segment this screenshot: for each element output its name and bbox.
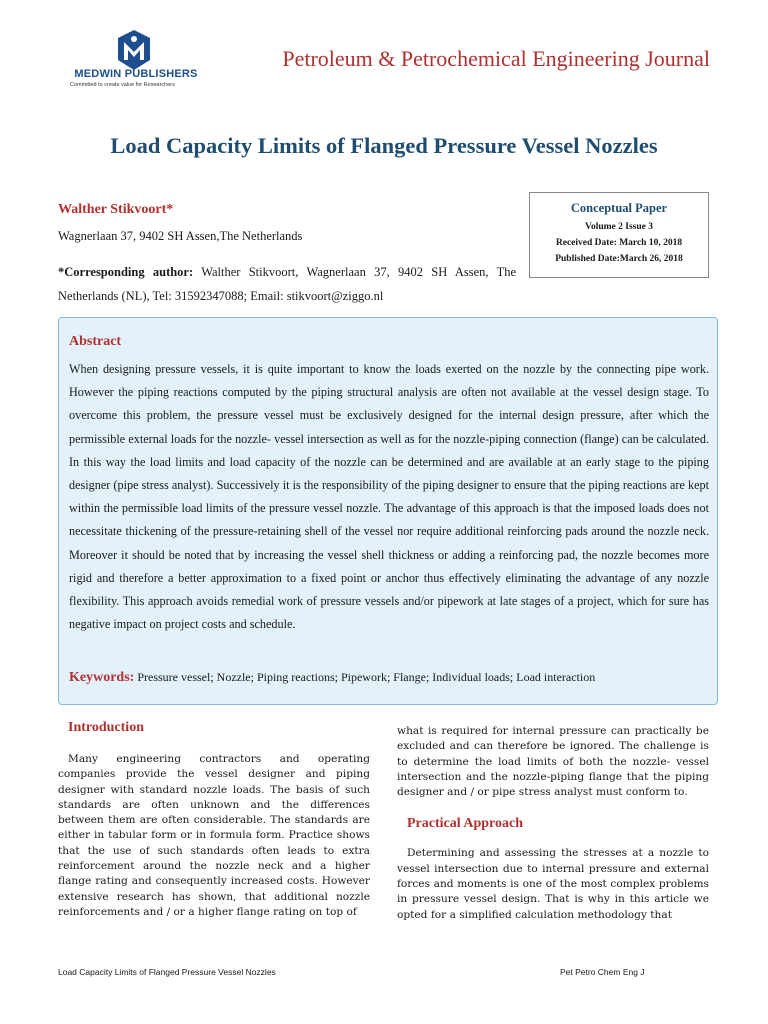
author-address: Wagnerlaan 37, 9402 SH Assen,The Netherlands (58, 229, 303, 243)
paper-type: Conceptual Paper (570, 201, 668, 215)
practical-approach-heading: Practical Approach (407, 816, 524, 832)
published-date: Published Date:March 26, 2018 (555, 254, 683, 264)
right-column (397, 724, 709, 923)
introduction-heading: Introduction (68, 720, 144, 735)
corresponding-author (58, 260, 516, 308)
keywords-label: Keywords: (69, 670, 135, 685)
publisher-logo (66, 30, 206, 92)
volume-issue: Volume 2 Issue 3 (584, 222, 653, 232)
corresponding-text: Walther Stikvoort, Wagnerlaan 37, 9402 SH Assen, The Netherlands (NL), Tel: 31592347088; Email: stikvoort@ziggo.nl (58, 265, 516, 303)
left-column (58, 720, 370, 920)
medwin-logo-icon (116, 30, 152, 70)
corresponding-label: *Corresponding author: (58, 265, 194, 279)
article-info-box (529, 192, 709, 278)
keywords (69, 670, 595, 686)
author-name: Walther Stikvoort* (58, 202, 174, 217)
keywords-list: Pressure vessel; Nozzle; Piping reactions; Pipework; Flange; Individual loads; Load interaction (134, 670, 596, 684)
practical-approach-paragraph: Determining and assessing the stresses at a nozzle to vessel intersection due to internal pressure and external forces and moments is one of the most complex problems in pressure vessel design. That is why in this article we opted for a simplified calculation methodology that (397, 847, 709, 921)
abstract-text: When designing pressure vessels, it is quite important to know the loads exerted on the nozzle by the connecting pipe work. However the piping reactions computed by the piping structural analysis are often not available at the vessel design stage. To overcome this problem, the pressure vessel must be exclusively designed for the internal design pressure, after which the permissible external loads for the nozzle- vessel intersection as well as for the nozzle-piping connection (flange) can be calculated. In this way the load limits and load capacity of the nozzle can be determined and are available at an early stage to the piping designer (pipe stress analyst). Successively it is the responsibility of the piping designer to ensure that the piping reactions are kept within the permissible load limits of the pressure vessel nozzle. The advantage of this approach is that the imposed loads does not necessitate thickening of the pressure-retaining shell of the vessel nor require additional reinforcing pads around the nozzle neck. Moreover it should be noted that by increasing the vessel shell thickness or adding a reinforcing pad, the nozzle becomes more rigid and therefore a better approximation to a fixed point or anchor thus effectively eliminating the advantage of any nozzle flexibility. This approach avoids remedial work of pressure vessels and/or pipework at late stages of a project, which for sure has negative impact on project costs and schedule. (69, 362, 709, 632)
footer-article-title: Load Capacity Limits of Flanged Pressure Vessel Nozzles (58, 967, 276, 977)
continuation-paragraph: what is required for internal pressure can practically be excluded and can therefore be ignored. The challenge is to determine the load limits of both the nozzle- vessel intersection and the nozzle-piping flange that the piping designer and / or pipe stress analyst must conform to. (397, 725, 709, 799)
publisher-name: MEDWIN PUBLISHERS (74, 68, 198, 80)
footer-journal-abbrev: Pet Petro Chem Eng J (560, 967, 645, 977)
publisher-tagline: Committed to create value for Researchers (70, 82, 175, 88)
abstract-box (58, 317, 718, 705)
introduction-paragraph: Many engineering contractors and operating companies provide the vessel designer and piping designer with standard nozzle loads. The basis of such standards are often unknown and the differences between them are often considerable. The standards are either in tabular form or in formula form. Practice shows that the use of such standards often leads to extra reinforcement around the nozzle neck and a higher flange rating and consequently increased costs. However extensive research has shown, that additional nozzle reinforcements and / or a higher flange rating on top of (58, 753, 370, 918)
received-date: Received Date: March 10, 2018 (555, 238, 683, 248)
article-title: Load Capacity Limits of Flanged Pressure Vessel Nozzles (110, 133, 658, 158)
abstract-heading: Abstract (69, 334, 122, 349)
journal-name: Petroleum & Petrochemical Engineering Journal (282, 46, 710, 71)
